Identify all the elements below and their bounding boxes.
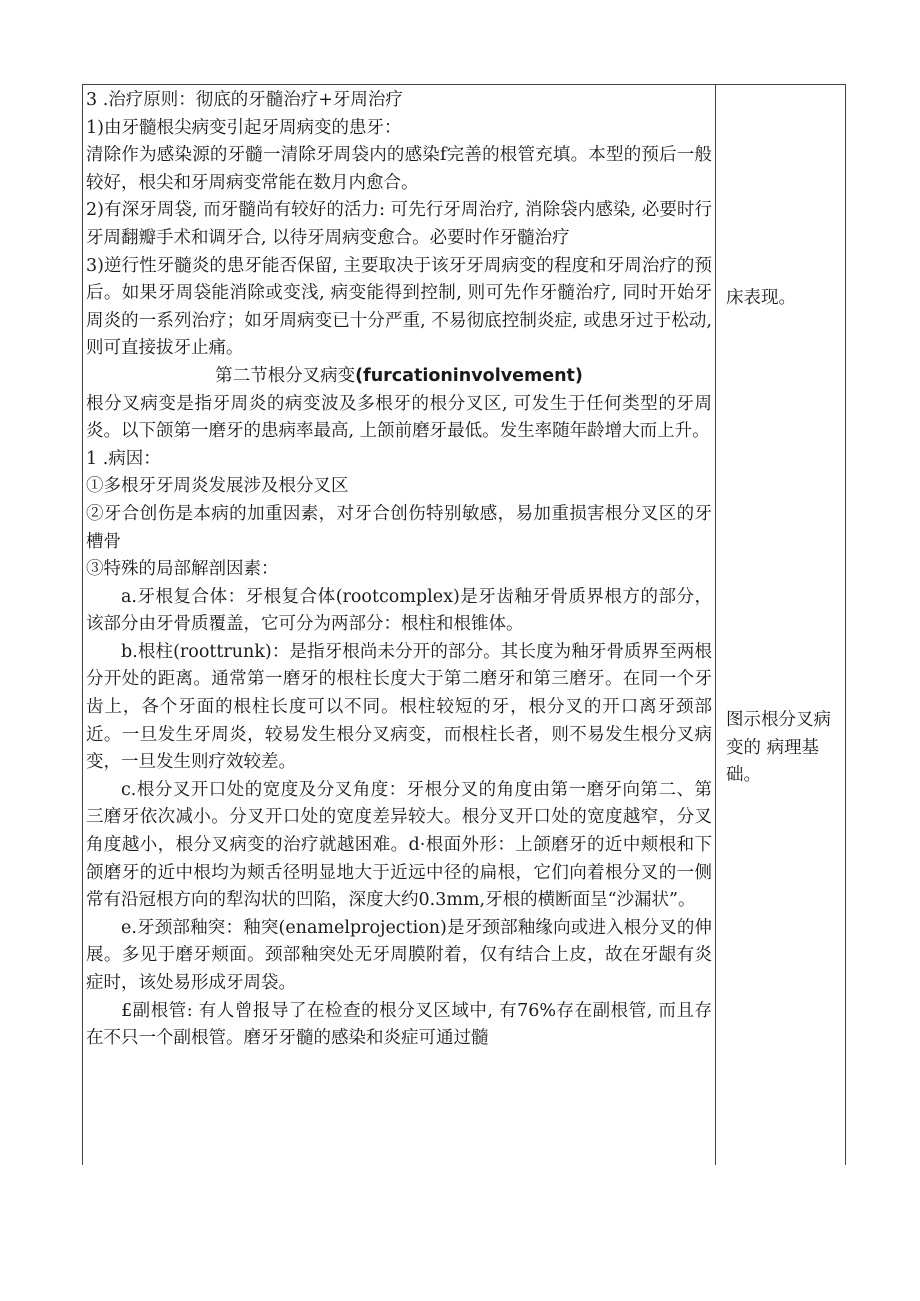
treatment-principle-heading: 3 .治疗原则：彻底的牙髓治疗+牙周治疗 <box>86 90 403 110</box>
etiology-item-2: ②牙合创伤是本病的加重因素，对牙合创伤特别敏感，易加重损害根分叉区的牙槽骨 <box>86 503 712 552</box>
side-note-clinical: 床表现。 <box>726 288 796 308</box>
side-note-pathology: 图示根分叉病变的 病理基础。 <box>726 710 831 786</box>
document-table <box>82 84 846 1165</box>
section-title <box>86 363 712 391</box>
furcation-angle-paragraph: c.根分叉开口处的宽度及分叉角度：牙根分叉的角度由第一磨牙向第二、第三磨牙依次减小。分叉开口处的宽度差异较大。根分叉开口处的宽度越窄，分叉角度越小，根分叉病变的治疗就越困难。d·根面外形：上颌磨牙的近中颊根和下颌磨牙的近中根均为颊舌径明显地大于近远中径的扁根，它们向着根分叉的一侧常有沿冠根方向的犁沟状的凹陷，深度大约0.3mm,牙根的横断面呈“沙漏状”。 <box>86 779 712 911</box>
etiology-item-1: ①多根牙牙周炎发展涉及根分叉区 <box>86 476 349 497</box>
root-complex-paragraph: a.牙根复合体：牙根复合体(rootcomplex)是牙齿釉牙骨质界根方的部分，该部分由牙骨质覆盖，它可分为两部分：根柱和根锥体。 <box>86 586 712 635</box>
enamel-projection-paragraph: e.牙颈部釉突：釉突(enamelprojection)是牙颈部釉缘向或进入根分叉的伸展。多见于磨牙颊面。颈部釉突处无牙周膜附着，仅有结合上皮，故在牙龈有炎症时，该处易形成牙周袋。 <box>86 917 712 993</box>
accessory-canal-paragraph: £副根管: 有人曾报导了在检查的根分叉区域中, 有76%存在副根管, 而且存在不只一个副根管。磨牙牙髓的感染和炎症可通过髓 <box>86 1000 712 1049</box>
section-title-cn: 第二节根分叉病变 <box>215 365 356 386</box>
etiology-heading: 1 .病因： <box>86 448 161 469</box>
case-1-text: 清除作为感染源的牙髓一清除牙周袋内的感染f完善的根管充填。本型的预后一般较好，根尖和牙周病变常能在数月内愈合。 <box>86 145 712 193</box>
etiology-item-3: ③特殊的局部解剖因素： <box>86 559 279 580</box>
case-3-text: 3)逆行性牙髓炎的患牙能否保留, 主要取决于该牙牙周病变的程度和牙周治疗的预后。如果牙周袋能消除或变浅, 病变能得到控制, 则可先作牙髓治疗, 同时开始牙周炎的一系列治疗；如牙周病变已十分严重, 不易彻底控制炎症, 或患牙过于松动, 则可直接拔牙止痛。 <box>86 255 712 359</box>
definition-paragraph: 根分叉病变是指牙周炎的病变波及多根牙的根分叉区, 可发生于任何类型的牙周炎。以下颌第一磨牙的患病率最高, 上颌前磨牙最低。发生率随年龄增大而上升。 <box>86 393 712 442</box>
section-title-en: (furcationinvolvement) <box>355 365 583 386</box>
case-1-heading: 1)由牙髓根尖病变引起牙周病变的患牙： <box>86 117 402 138</box>
root-trunk-paragraph: b.根柱(roottrunk)：是指牙根尚未分开的部分。其长度为釉牙骨质界至两根分开处的距离。通常第一磨牙的根柱长度大于第二磨牙和第三磨牙。在同一个牙齿上，各个牙面的根柱长度可以不同。根柱较短的牙，根分叉的开口离牙颈部近。一旦发生牙周炎，较易发生根分叉病变，而根柱长者，则不易发生根分叉病变，一旦发生则疗效较差。 <box>86 641 712 773</box>
column-divider <box>715 85 716 1165</box>
main-content-column <box>86 87 712 1053</box>
case-2-text: 2)有深牙周袋, 而牙髓尚有较好的活力: 可先行牙周治疗, 消除袋内感染, 必要时行牙周翻瓣手术和调牙合, 以待牙周病变愈合。必要时作牙髓治疗 <box>86 200 712 248</box>
